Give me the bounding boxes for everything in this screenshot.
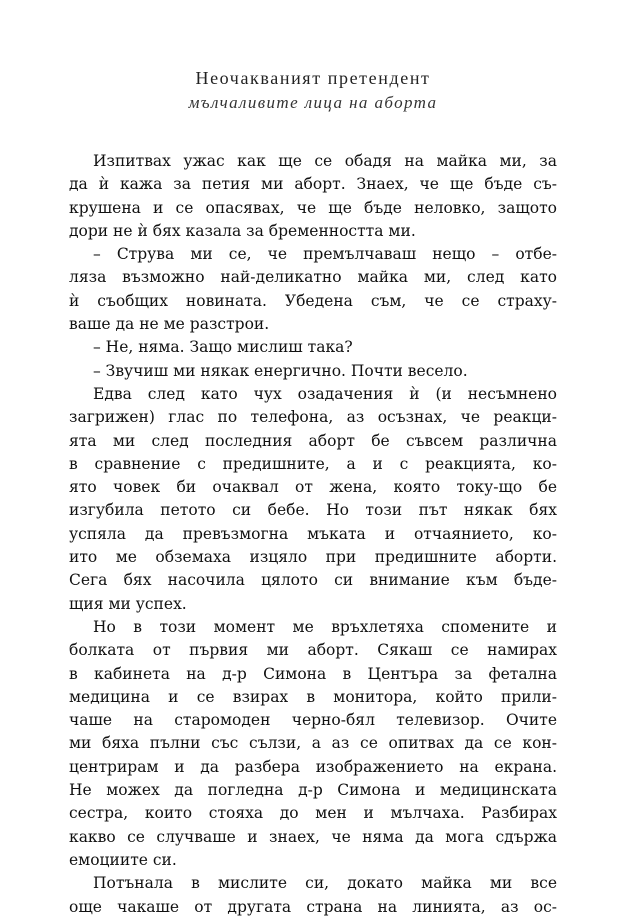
book-subtitle: мълчаливите лица на аборта — [188, 93, 438, 112]
text-line: щия ми успех. — [69, 594, 187, 613]
text-line: – Звучиш ми някак енергично. Почти весело. — [93, 361, 468, 380]
text-line: ито ме обземаха изцяло при предишните аборти. — [69, 548, 557, 567]
text-line: крушена и се опасявах, че ще бъде неловко, защото — [69, 198, 557, 217]
text-line: да ѝ кажа за петия ми аборт. Знаех, че ще бъде съ- — [69, 175, 557, 194]
text-line: Изпитвах ужас как ще се обадя на майка ми, за — [93, 152, 557, 170]
text-line: още чакаше от другата страна на линията, аз ос- — [69, 897, 557, 916]
text-line: в сравнение с предишните, а и с реакцията, ко- — [69, 454, 557, 473]
text-line: ята ми след последния аборт бе съвсем различна — [69, 431, 557, 450]
text-line: Потънала в мислите си, докато майка ми все — [93, 874, 557, 893]
text-line: ми бяха пълни със сълзи, а аз се опитвах да се кон- — [69, 734, 557, 753]
text-line: Но в този момент ме връхлетяха спомените и — [93, 617, 557, 636]
text-line: ляза възможно най-деликатно майка ми, след като — [69, 268, 557, 287]
text-line: ято човек би очаквал от жена, която току-що бе — [69, 478, 557, 497]
text-line: Сега бях насочила цялото си внимание към бъде- — [69, 571, 557, 590]
text-line: емоциите си. — [69, 850, 177, 869]
text-line: загрижен) глас по телефона, аз осъзнах, че реакци- — [69, 408, 557, 427]
text-line: сестра, които стояха до мен и мълчаха. Разбирах — [69, 804, 557, 823]
text-line: ѝ съобщих новината. Убедена съм, че се страху- — [69, 291, 557, 310]
text-line: в кабинета на д-р Симона в Центъра за фетална — [69, 664, 557, 683]
text-line: болката от първия ми аборт. Сякаш се намирах — [69, 641, 557, 660]
text-line: ваше да не ме разстрои. — [69, 315, 270, 334]
text-line: какво се случваше и знаех, че няма да мога сдържа — [69, 827, 557, 846]
text-line: центрирам и да разбера изображението на екрана. — [69, 757, 557, 776]
chapter-title: Неочакваният претендент — [195, 68, 431, 88]
text-line: – Струва ми се, че премълчаваш нещо – отбе- — [93, 245, 557, 264]
text-line: чаше на старомоден черно-бял телевизор. Очите — [69, 711, 557, 730]
body-text — [69, 150, 557, 919]
text-line: успяла да превъзмогна мъката и отчаянието, ко- — [69, 524, 557, 543]
text-line: Едва след като чух озадачения ѝ (и несъмнено — [93, 384, 557, 403]
text-line: изгубила петото си бебе. Но този път някак бях — [69, 501, 557, 520]
text-line: – Не, няма. Защо мислиш така? — [93, 338, 353, 357]
text-line: медицина и се взирах в монитора, който прили- — [69, 687, 557, 706]
running-header — [0, 66, 626, 114]
text-line: дори не ѝ бях казала за бременността ми. — [69, 221, 416, 240]
text-line: Не можех да погледна д-р Симона и медицинската — [69, 781, 557, 800]
